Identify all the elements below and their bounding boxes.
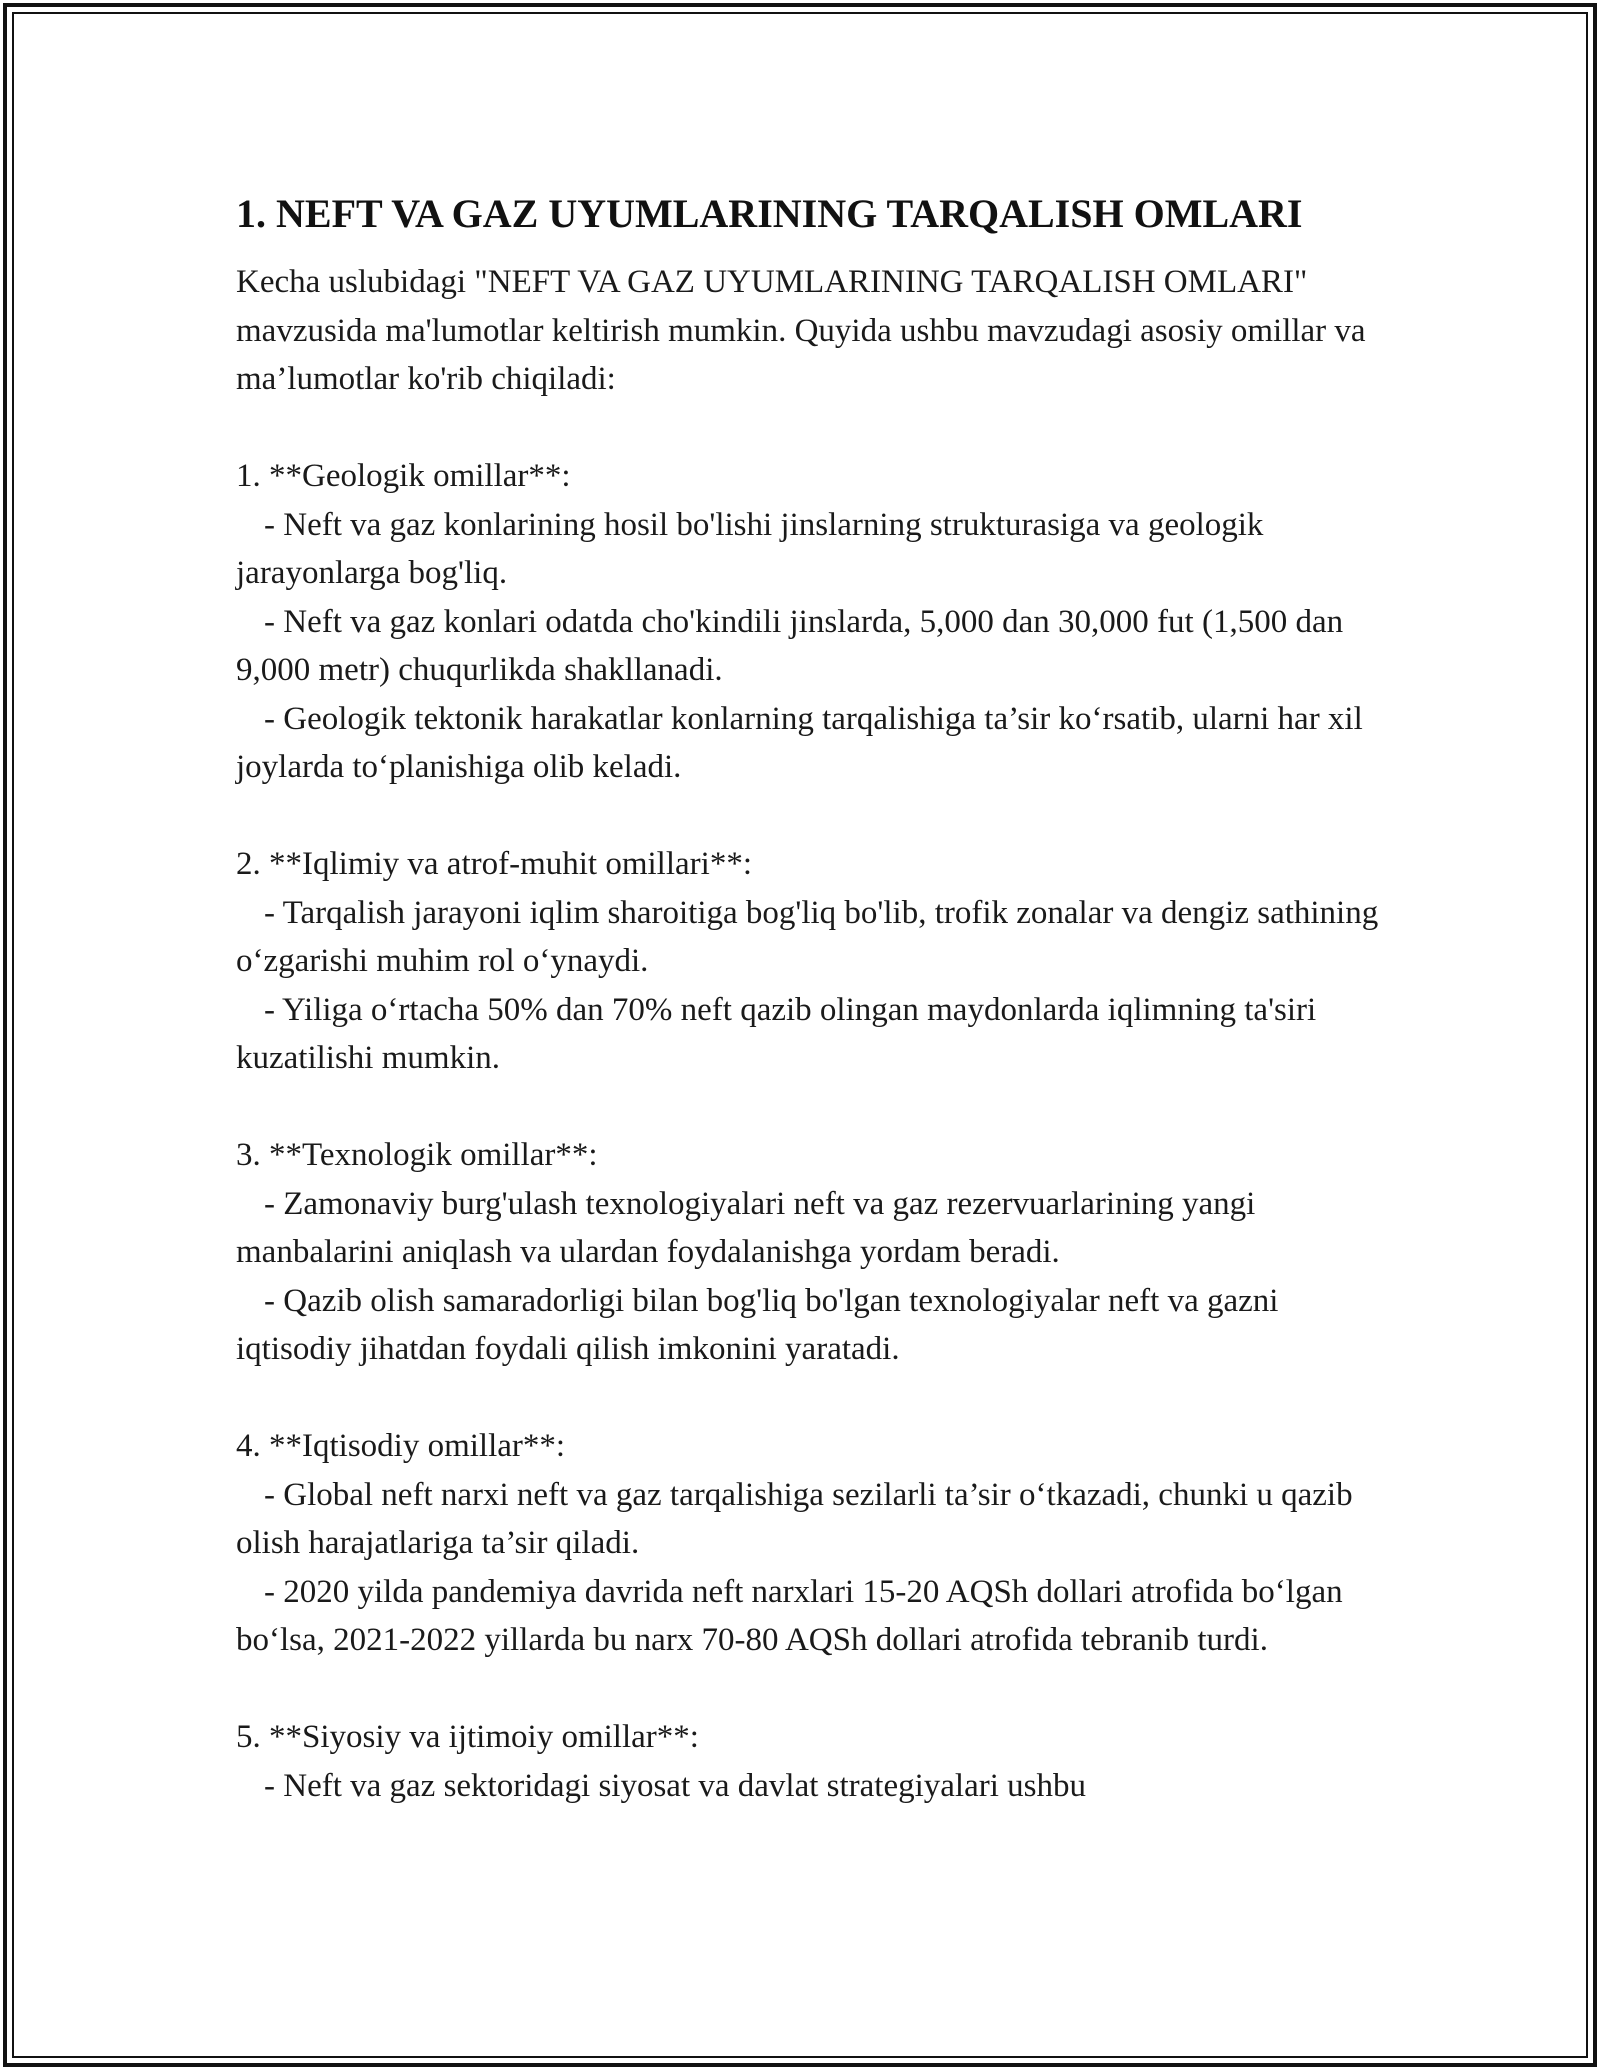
section-heading: 2. **Iqlimiy va atrof-muhit omillari**: (236, 846, 752, 882)
bullet-item: - Neft va gaz konlari odatda cho'kindili jinslarda, 5,000 dan 30,000 fut (1,500 dan 9,000 metr) chuqurlikda shakllanadi. (236, 603, 1344, 688)
section-heading: 5. **Siyosiy va ijtimoiy omillar**: (236, 1719, 699, 1755)
section-heading: 1. **Geologik omillar**: (236, 458, 571, 494)
bullet-item: - Neft va gaz konlarining hosil bo'lishi jinslarning strukturasiga va geologik jarayonlarga bog'liq. (236, 506, 1264, 591)
bullet-item: - 2020 yilda pandemiya davrida neft narxlari 15-20 AQSh dollari atrofida bo‘lgan bo‘lsa, 2021-2022 yillarda bu narx 70-80 AQSh dollari atrofida tebranib turdi. (236, 1573, 1343, 1658)
section-texnologik (236, 1131, 1386, 1374)
bullet-item: - Geologik tektonik harakatlar konlarning tarqalishiga ta’sir ko‘rsatib, ularni har xil joylarda to‘planishiga olib keladi. (236, 700, 1363, 785)
bullet-item: - Global neft narxi neft va gaz tarqalishiga sezilarli ta’sir o‘tkazadi, chunki u qazib olish harajatlariga ta’sir qiladi. (236, 1476, 1353, 1561)
section-heading: 3. **Texnologik omillar**: (236, 1137, 598, 1173)
intro-paragraph: Kecha uslubidagi "NEFT VA GAZ UYUMLARINING TARQALISH OMLARI" mavzusida ma'lumotlar keltirish mumkin. Quyida ushbu mavzudagi asosiy omillar va ma’lumotlar ko'rib chiqiladi: (236, 264, 1366, 397)
bullet-item: - Qazib olish samaradorligi bilan bog'liq bo'lgan texnologiyalar neft va gazni iqtisodiy jihatdan foydali qilish imkonini yaratadi. (236, 1282, 1279, 1367)
document-body (236, 188, 1386, 1810)
section-iqlimiy (236, 840, 1386, 1083)
section-iqtisodiy (236, 1422, 1386, 1665)
section-geologik (236, 452, 1386, 792)
bullet-item: - Neft va gaz sektoridagi siyosat va davlat strategiyalari ushbu (264, 1767, 1086, 1804)
section-heading: 4. **Iqtisodiy omillar**: (236, 1428, 566, 1464)
section-siyosiy (236, 1713, 1386, 1810)
bullet-item: - Tarqalish jarayoni iqlim sharoitiga bog'liq bo'lib, trofik zonalar va dengiz sathining o‘zgarishi muhim rol o‘ynaydi. (236, 894, 1379, 979)
document-title: 1. NEFT VA GAZ UYUMLARINING TARQALISH OMLARI (236, 191, 1303, 236)
bullet-item: - Yiliga o‘rtacha 50% dan 70% neft qazib olingan maydonlarda iqlimning ta'siri kuzatilishi mumkin. (236, 991, 1317, 1076)
bullet-item: - Zamonaviy burg'ulash texnologiyalari neft va gaz rezervuarlarining yangi manbalarini aniqlash va ulardan foydalanishga yordam beradi. (236, 1185, 1256, 1270)
